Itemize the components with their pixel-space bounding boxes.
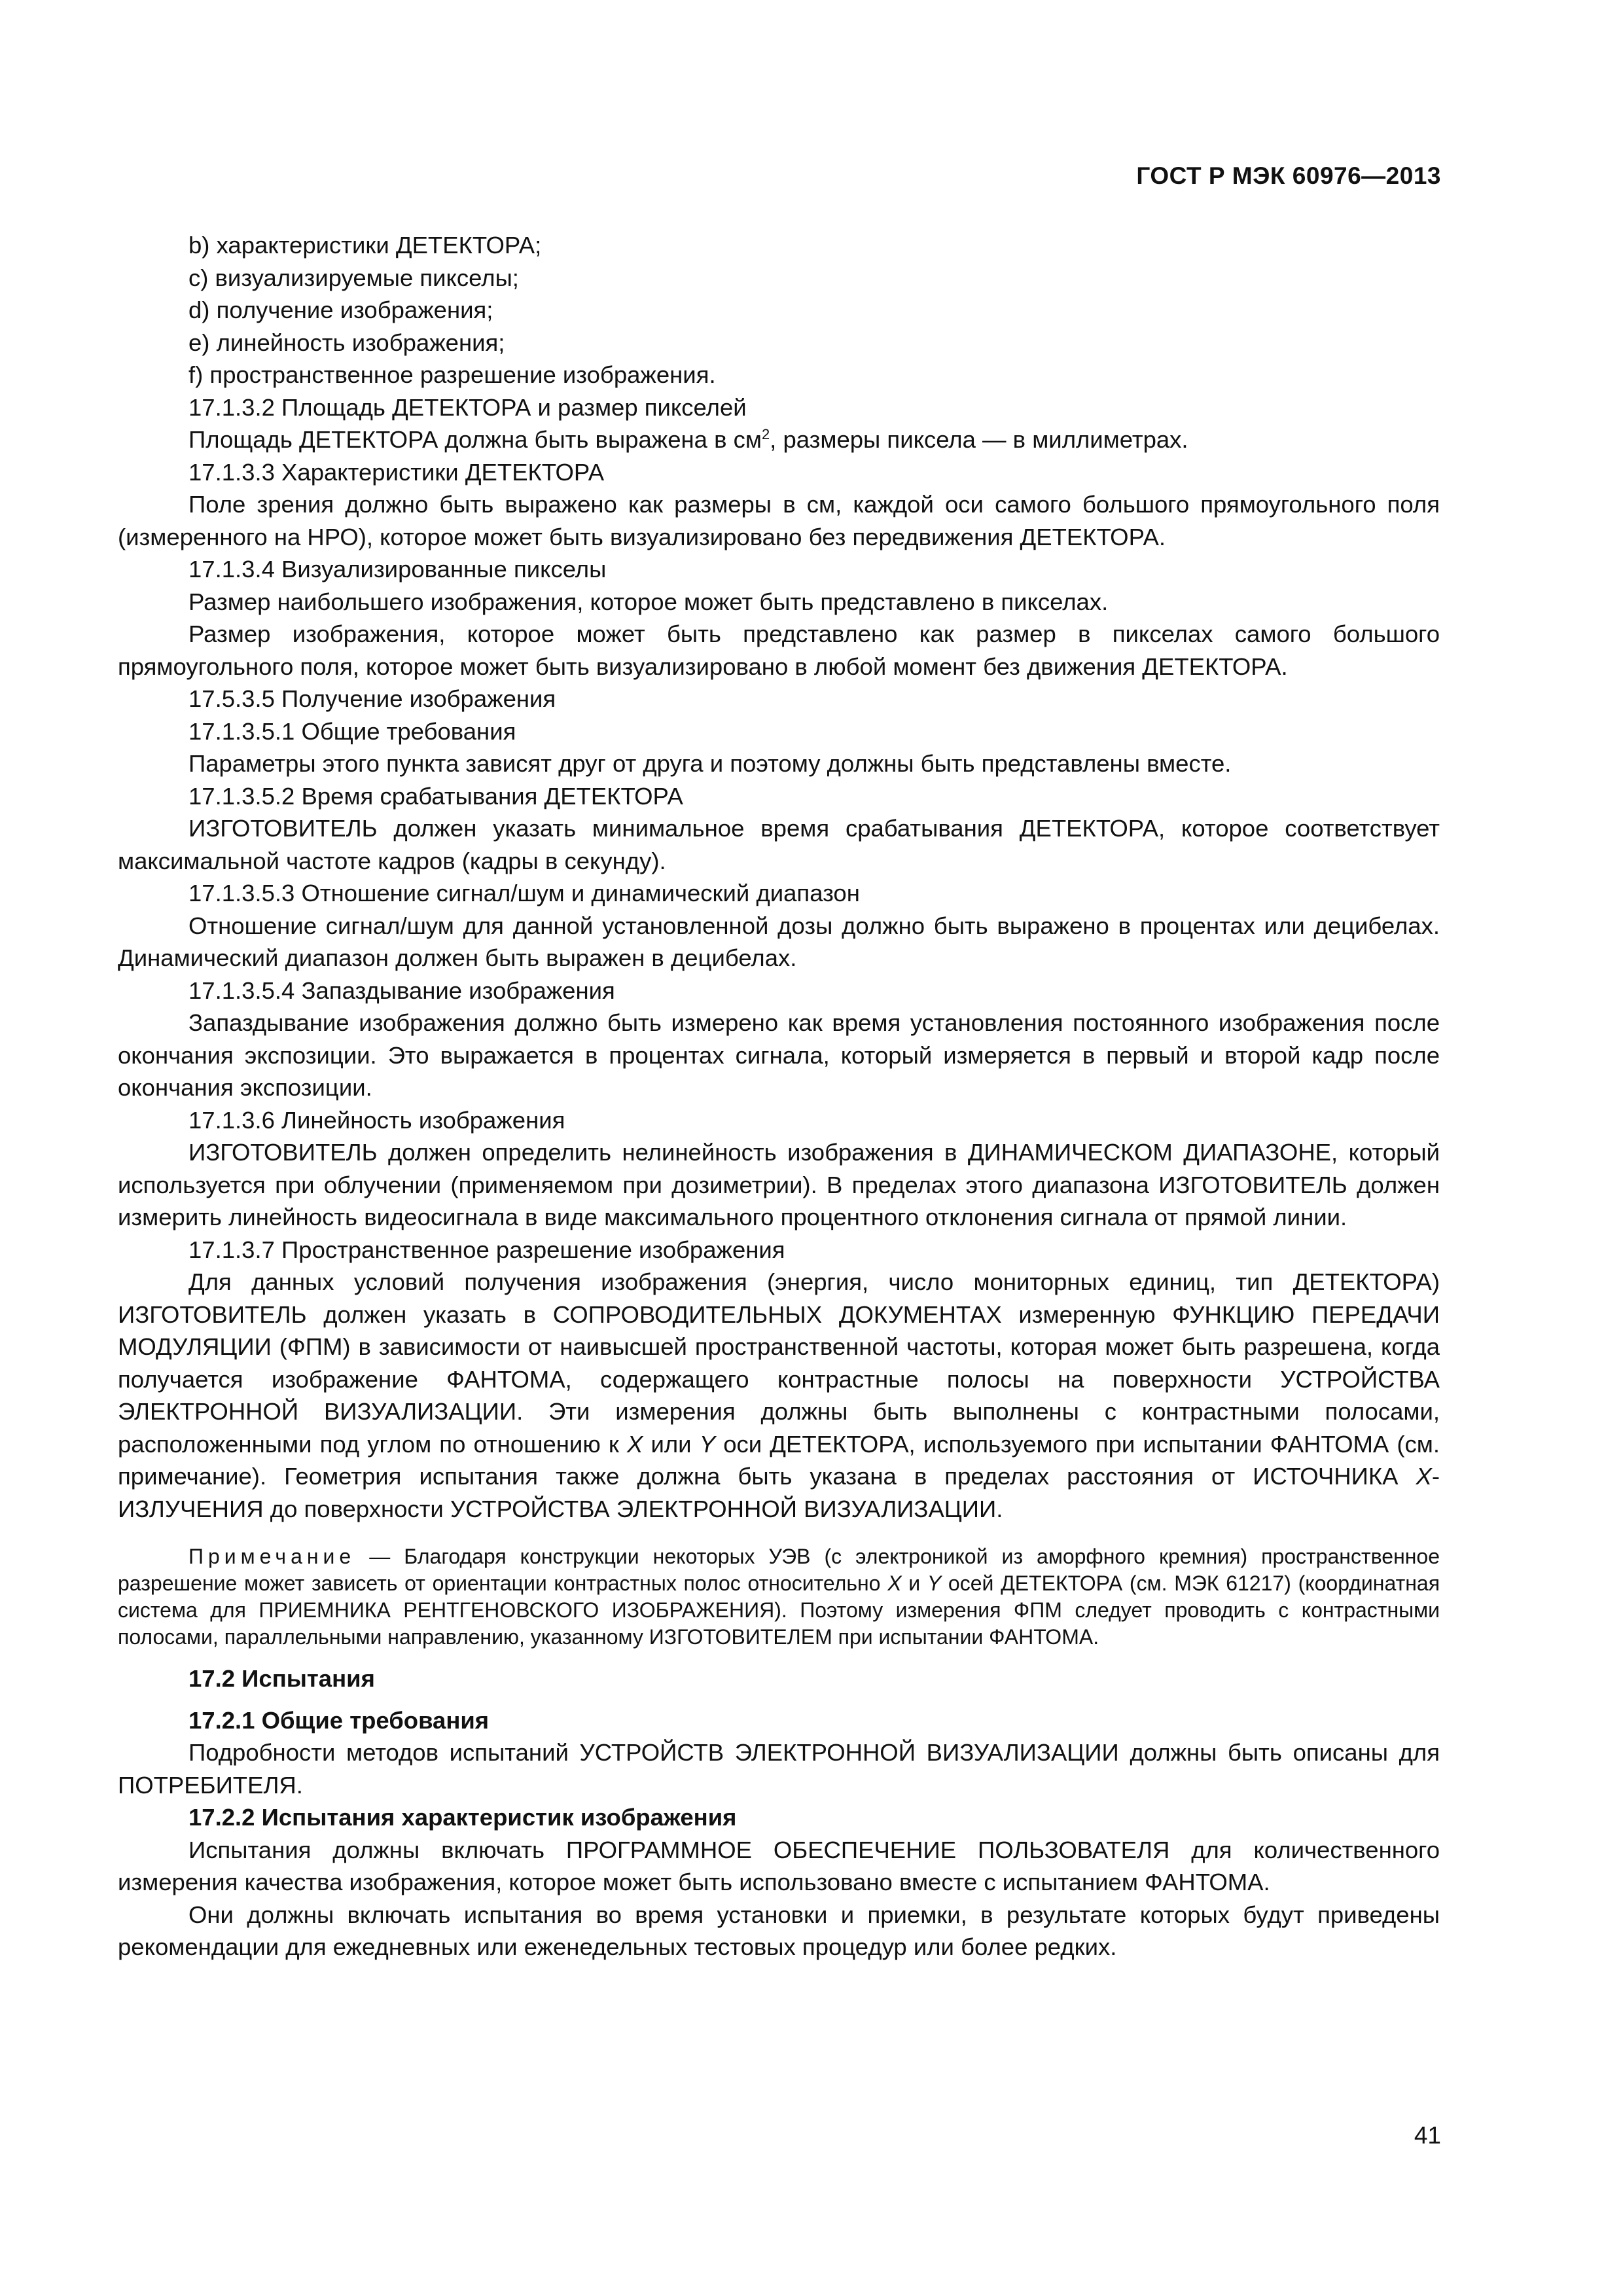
- section-text-17-2-2-a: Испытания должны включать ПРОГРАММНОЕ ОБЕСПЕЧЕНИЕ ПОЛЬЗОВАТЕЛЯ для количественного измерения качества изображения, которое может быть использовано вместе с испытанием ФАНТОМА.: [118, 1836, 1440, 1895]
- list-item-e: e) линейность изображения;: [188, 329, 505, 356]
- section-text-17-1-3-4-b: Размер изображения, которое может быть представлено как размер в пикселах самого большого прямоугольного поля, которое может быть визуализировано в любой момент без движения ДЕТЕКТОРА.: [118, 620, 1440, 680]
- section-text-17-2-1: Подробности методов испытаний УСТРОЙСТВ ЭЛЕКТРОННОЙ ВИЗУАЛИЗАЦИИ должны быть описаны для ПОТРЕБИТЕЛЯ.: [118, 1739, 1440, 1799]
- section-text-17-1-3-5-3: Отношение сигнал/шум для данной установленной дозы должно быть выражено в процентах или децибелах. Динамический диапазон должен быть выражен в децибелах.: [118, 912, 1440, 971]
- note-label: Примечание: [188, 1545, 356, 1568]
- page-content: [118, 229, 1440, 1964]
- section-text-17-1-3-5-4: Запаздывание изображения должно быть измерено как время установления постоянного изображения после окончания экспозиции. Это выражается в процентах сигнала, который измеряется в первый и второй кадр после окончания экспозиции.: [118, 1009, 1440, 1101]
- section-text-17-1-3-4-a: Размер наибольшего изображения, которое может быть представлено в пикселах.: [188, 588, 1109, 615]
- section-text-17-1-3-6: ИЗГОТОВИТЕЛЬ должен определить нелинейность изображения в ДИНАМИЧЕСКОМ ДИАПАЗОНЕ, который используется при облучении (применяемом при дозиметрии). В пределах этого диапазона ИЗГОТОВИТЕЛЬ должен измерить линейность видеосигнала в виде максимального процентного отклонения сигнала от прямой линии.: [118, 1139, 1440, 1230]
- section-text-17-2-2-b: Они должны включать испытания во время установки и приемки, в результате которых будут приведены рекомендации для ежедневных или еженедельных тестовых процедур или более редких.: [118, 1901, 1440, 1960]
- list-item-c: c) визуализируемые пикселы;: [188, 264, 519, 291]
- section-heading-17-2-2: 17.2.2 Испытания характеристик изображения: [188, 1804, 737, 1831]
- section-heading-17-1-3-6: 17.1.3.6 Линейность изображения: [188, 1106, 565, 1134]
- section-heading-17-5-3-5: 17.5.3.5 Получение изображения: [188, 685, 556, 712]
- section-heading-17-1-3-3: 17.1.3.3 Характеристики ДЕТЕКТОРА: [188, 458, 605, 486]
- section-text-17-1-3-3: Поле зрения должно быть выражено как размеры в см, каждой оси самого большого прямоугольного поля (измеренного на НРО), которое может быть визуализировано без передвижения ДЕТЕКТОРА.: [118, 491, 1440, 550]
- list-item-b: b) характеристики ДЕТЕКТОРА;: [188, 232, 542, 259]
- section-heading-17-1-3-5-4: 17.1.3.5.4 Запаздывание изображения: [188, 977, 615, 1004]
- page-number: 41: [1414, 2122, 1441, 2149]
- section-heading-17-1-3-2: 17.1.3.2 Площадь ДЕТЕКТОРА и размер пикселей: [188, 393, 747, 421]
- section-text-17-1-3-7: Для данных условий получения изображения (энергия, число мониторных единиц, тип ДЕТЕКТОРА) ИЗГОТОВИТЕЛЬ должен указать в СОПРОВОДИТЕЛЬНЫХ ДОКУМЕНТАХ измеренную ФУНКЦИЮ ПЕРЕДАЧИ МОДУЛЯЦИИ (ФПМ) в зависимости от наивысшей пространственной частоты, которая может быть разрешена, когда получается изображение ФАНТОМА, содержащего контрастные полосы на поверхности УСТРОЙСТВА ЭЛЕКТРОННОЙ ВИЗУАЛИЗАЦИИ. Эти измерения должны быть выполнены с контрастными полосами, расположенными под углом по отношению к X или Y оси ДЕТЕКТОРА, используемого при испытании ФАНТОМА (см. примечание). Геометрия испытания также должна быть указана в пределах расстояния от ИСТОЧНИКА X-ИЗЛУЧЕНИЯ до поверхности УСТРОЙСТВА ЭЛЕКТРОННОЙ ВИЗУАЛИЗАЦИИ.: [118, 1268, 1440, 1522]
- section-heading-17-1-3-5-3: 17.1.3.5.3 Отношение сигнал/шум и динамический диапазон: [188, 880, 860, 906]
- section-heading-17-1-3-7: 17.1.3.7 Пространственное разрешение изображения: [188, 1236, 785, 1263]
- section-heading-17-1-3-4: 17.1.3.4 Визуализированные пикселы: [188, 556, 607, 583]
- section-text-17-1-3-5-1: Параметры этого пункта зависят друг от друга и поэтому должны быть представлены вместе.: [188, 750, 1232, 777]
- section-heading-17-1-3-5-1: 17.1.3.5.1 Общие требования: [188, 717, 516, 745]
- section-heading-17-2-1: 17.2.1 Общие требования: [188, 1706, 490, 1734]
- note-paragraph: Примечание — Благодаря конструкции некоторых УЭВ (с электроникой из аморфного кремния) пространственное разрешение может зависеть от ориентации контрастных полос относительно X и Y осей ДЕТЕКТОРА (см. МЭК 61217) (координатная система для ПРИЕМНИКА РЕНТГЕНОВСКОГО ИЗОБРАЖЕНИЯ). Поэтому измерения ФПМ следует проводить с контрастными полосами, параллельными направлению, указанному ИЗГОТОВИТЕЛЕМ при испытании ФАНТОМА.: [118, 1545, 1440, 1649]
- list-item-f: f) пространственное разрешение изображения.: [188, 361, 716, 388]
- section-heading-17-2: 17.2 Испытания: [188, 1665, 375, 1692]
- section-text-17-1-3-5-2: ИЗГОТОВИТЕЛЬ должен указать минимальное время срабатывания ДЕТЕКТОРА, которое соответствует максимальной частоте кадров (кадры в секунду).: [118, 815, 1440, 874]
- document-header: ГОСТ Р МЭК 60976—2013: [1136, 162, 1441, 189]
- section-text-17-1-3-2: Площадь ДЕТЕКТОРА должна быть выражена в $см^2$, размеры пиксела — в миллиметрах.: [188, 425, 1188, 453]
- section-heading-17-1-3-5-2: 17.1.3.5.2 Время срабатывания ДЕТЕКТОРА: [188, 782, 683, 810]
- list-item-d: d) получение изображения;: [188, 296, 493, 323]
